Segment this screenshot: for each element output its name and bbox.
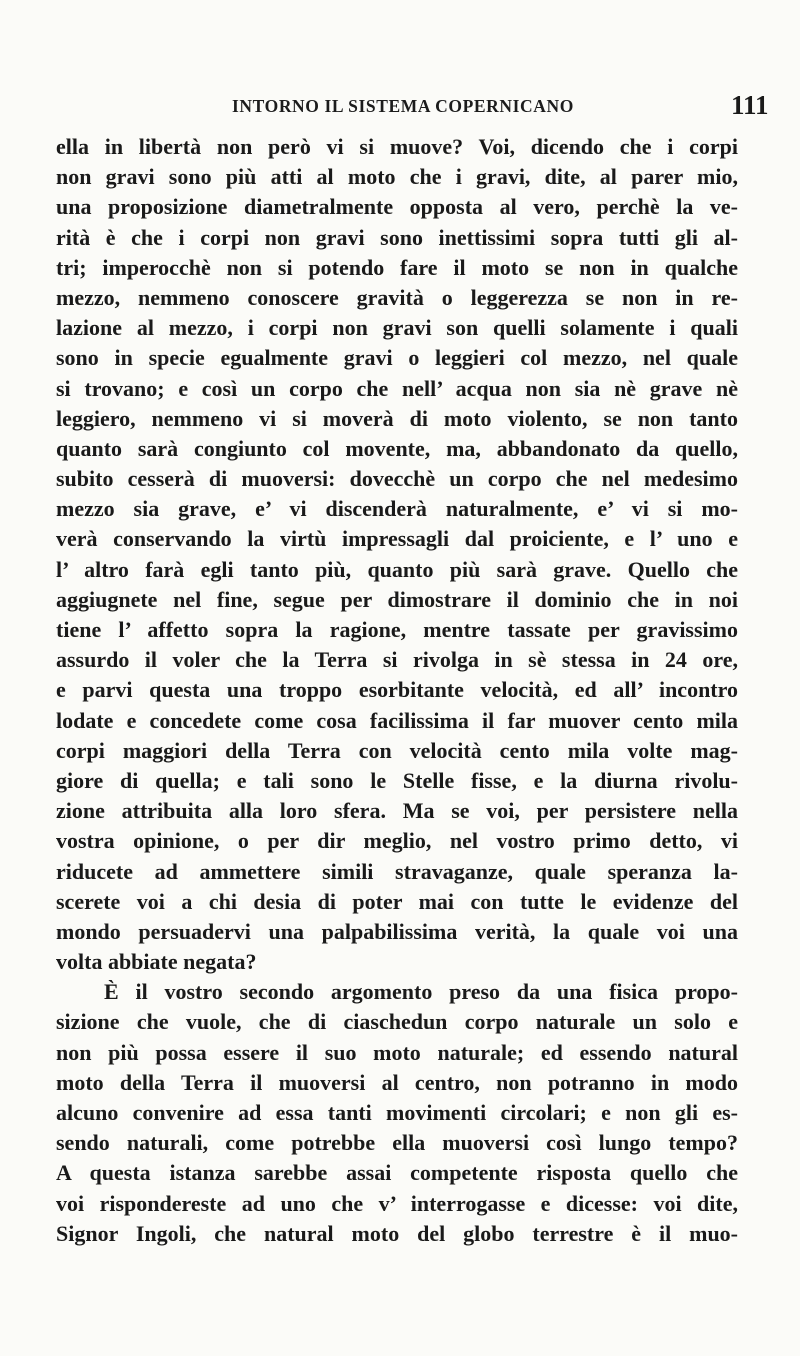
text-line: mondo persuadervi una palpabilissima verità, la quale voi una [56, 918, 738, 944]
body-text [56, 132, 738, 1249]
text-line: non gravi sono più atti al moto che i gravi, dite, al parer mio, [56, 164, 738, 190]
text-line: aggiugnete nel fine, segue per dimostrare il dominio che in noi [56, 586, 738, 612]
text-line: A questa istanza sarebbe assai competente risposta quello che [56, 1160, 738, 1186]
text-line: non più possa essere il suo moto naturale; ed essendo natural [56, 1039, 738, 1065]
text-line: sizione che vuole, che di ciaschedun corpo naturale un solo e [56, 1009, 738, 1035]
text-line: voi rispondereste ad uno che v’ interrogasse e dicesse: voi dite, [56, 1190, 738, 1216]
paragraph-end-line: volta abbiate negata? [56, 949, 257, 975]
text-line: verà conservando la virtù impressagli dal proiciente, e l’ uno e [56, 526, 738, 552]
text-line: tri; imperocchè non si potendo fare il moto se non in qualche [56, 254, 738, 280]
text-line: una proposizione diametralmente opposta al vero, perchè la ve- [56, 194, 738, 220]
text-line: zione attribuita alla loro sfera. Ma se voi, per persistere nella [56, 798, 738, 824]
text-line: sendo naturali, come potrebbe ella muoversi così lungo tempo? [56, 1130, 738, 1156]
text-line: leggiero, nemmeno vi si moverà di moto violento, se non tanto [56, 405, 738, 431]
text-line: rità è che i corpi non gravi sono inettissimi sopra tutti gli al- [56, 224, 738, 250]
text-line: lodate e concedete come cosa facilissima il far muover cento mila [56, 707, 738, 733]
text-line: lazione al mezzo, i corpi non gravi son quelli solamente i quali [56, 315, 738, 341]
running-title: INTORNO IL SISTEMA COPERNICANO [232, 96, 574, 116]
text-line: scerete voi a chi desia di poter mai con tutte le evidenze del [56, 888, 738, 914]
text-line: si trovano; e così un corpo che nell’ acqua non sia nè grave nè [56, 375, 738, 401]
text-line: Signor Ingoli, che natural moto del globo terrestre è il muo- [56, 1220, 738, 1246]
text-line: giore di quella; e tali sono le Stelle fisse, e la diurna rivolu- [56, 767, 738, 793]
running-head [0, 90, 769, 122]
text-line: sono in specie egualmente gravi o leggieri col mezzo, nel quale [56, 345, 738, 371]
text-line: tiene l’ affetto sopra la ragione, mentre tassate per gravissimo [56, 617, 738, 642]
paragraph-start-line: È il vostro secondo argomento preso da una fisica propo- [104, 979, 738, 1005]
text-line: moto della Terra il muoversi al centro, non potranno in modo [56, 1069, 738, 1095]
text-line: subito cesserà di muoversi: dovecchè un corpo che nel medesimo [56, 466, 738, 492]
text-line: alcuno convenire ad essa tanti movimenti circolari; e non gli es- [56, 1100, 738, 1125]
text-line: e parvi questa una troppo esorbitante velocità, ed all’ incontro [56, 677, 738, 703]
text-line: assurdo il voler che la Terra si rivolga in sè stessa in 24 ore, [56, 647, 738, 673]
text-line: mezzo sia grave, e’ vi discenderà naturalmente, e’ vi si mo- [56, 496, 738, 522]
text-line: corpi maggiori della Terra con velocità cento mila volte mag- [56, 737, 738, 763]
text-line: quanto sarà congiunto col movente, ma, abbandonato da quello, [56, 435, 738, 461]
text-line: mezzo, nemmeno conoscere gravità o leggerezza se non in re- [56, 284, 738, 310]
page-number: 111 [731, 90, 769, 120]
text-line: ella in libertà non però vi si muove? Voi, dicendo che i corpi [56, 134, 738, 159]
text-line: riducete ad ammettere simili stravaganze, quale speranza la- [56, 858, 738, 884]
text-line: l’ altro farà egli tanto più, quanto più sarà grave. Quello che [56, 556, 738, 582]
text-line: vostra opinione, o per dir meglio, nel vostro primo detto, vi [56, 828, 738, 854]
